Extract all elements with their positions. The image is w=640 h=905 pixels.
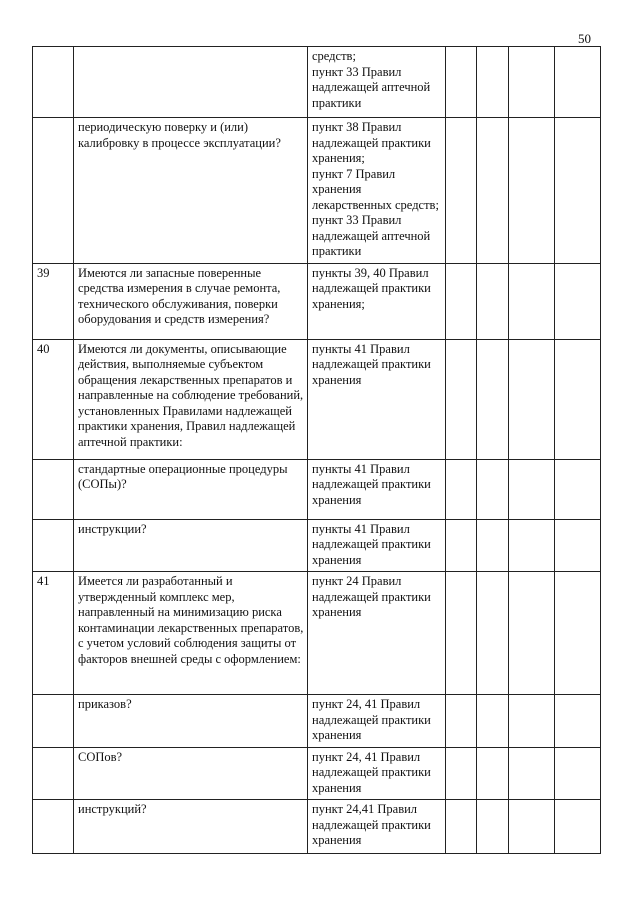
answer-cell[interactable] [509,695,555,748]
answer-cell[interactable] [477,118,509,264]
answer-cell[interactable] [555,263,601,339]
answer-cell[interactable] [446,47,477,118]
answer-cell[interactable] [555,800,601,854]
item-number [33,800,74,854]
item-number: 41 [33,572,74,695]
table-row [33,118,601,264]
table-row [33,47,601,118]
checklist-table [32,46,601,854]
reference-text: пункт 24 Правил надлежащей практики хранения [308,572,446,695]
answer-cell[interactable] [477,695,509,748]
question-text: Имеется ли разработанный и утвержденный комплекс мер, направленный на минимизацию риска контаминации лекарственных препаратов, с учетом условий соблюдения защиты от факторов внешней среды с оформлением: [74,572,308,695]
table-row [33,800,601,854]
answer-cell[interactable] [555,572,601,695]
question-text: Имеются ли документы, описывающие действия, выполняемые субъектом обращения лекарственных препаратов и направленные на соблюдение требований, установленных Правилами надлежащей практики хранения, Правил надлежащей аптечной практики: [74,339,308,459]
answer-cell[interactable] [477,519,509,572]
reference-text: пункты 41 Правил надлежащей практики хранения [308,459,446,519]
answer-cell[interactable] [477,572,509,695]
question-text: инструкции? [74,519,308,572]
table-row [33,339,601,459]
table-row [33,747,601,800]
item-number: 39 [33,263,74,339]
answer-cell[interactable] [446,118,477,264]
table-row [33,519,601,572]
reference-text: пункт 24,41 Правил надлежащей практики хранения [308,800,446,854]
question-text: инструкций? [74,800,308,854]
table-row [33,572,601,695]
question-text: приказов? [74,695,308,748]
question-text [74,47,308,118]
answer-cell[interactable] [509,339,555,459]
answer-cell[interactable] [477,800,509,854]
table-row [33,695,601,748]
table-row [33,263,601,339]
item-number [33,695,74,748]
question-text: стандартные операционные процедуры (СОПы)? [74,459,308,519]
answer-cell[interactable] [509,47,555,118]
answer-cell[interactable] [555,459,601,519]
answer-cell[interactable] [555,519,601,572]
answer-cell[interactable] [509,572,555,695]
table-row [33,459,601,519]
item-number: 40 [33,339,74,459]
answer-cell[interactable] [509,118,555,264]
answer-cell[interactable] [509,519,555,572]
answer-cell[interactable] [446,339,477,459]
question-text: Имеются ли запасные поверенные средства измерения в случае ремонта, технического обслуживания, поверки оборудования и средств измерения? [74,263,308,339]
answer-cell[interactable] [509,263,555,339]
answer-cell[interactable] [477,459,509,519]
answer-cell[interactable] [555,695,601,748]
item-number [33,47,74,118]
answer-cell[interactable] [446,572,477,695]
answer-cell[interactable] [477,263,509,339]
reference-text: пункт 24, 41 Правил надлежащей практики хранения [308,695,446,748]
answer-cell[interactable] [555,747,601,800]
question-text: СОПов? [74,747,308,800]
reference-text: пункты 41 Правил надлежащей практики хранения [308,339,446,459]
answer-cell[interactable] [555,339,601,459]
answer-cell[interactable] [477,47,509,118]
answer-cell[interactable] [446,459,477,519]
answer-cell[interactable] [509,747,555,800]
answer-cell[interactable] [555,47,601,118]
reference-text: пункты 39, 40 Правил надлежащей практики хранения; [308,263,446,339]
reference-text: пункт 24, 41 Правил надлежащей практики хранения [308,747,446,800]
answer-cell[interactable] [446,519,477,572]
answer-cell[interactable] [509,800,555,854]
item-number [33,519,74,572]
answer-cell[interactable] [555,118,601,264]
reference-text: пункт 38 Правил надлежащей практики хранения; пункт 7 Правил хранения лекарственных средств; пункт 33 Правил надлежащей аптечной практики [308,118,446,264]
item-number [33,459,74,519]
answer-cell[interactable] [446,747,477,800]
answer-cell[interactable] [477,339,509,459]
answer-cell[interactable] [477,747,509,800]
reference-text: пункты 41 Правил надлежащей практики хранения [308,519,446,572]
answer-cell[interactable] [446,695,477,748]
answer-cell[interactable] [509,459,555,519]
question-text: периодическую поверку и (или) калибровку в процессе эксплуатации? [74,118,308,264]
item-number [33,118,74,264]
item-number [33,747,74,800]
answer-cell[interactable] [446,800,477,854]
reference-text: средств; пункт 33 Правил надлежащей аптечной практики [308,47,446,118]
answer-cell[interactable] [446,263,477,339]
page-number: 50 [578,31,591,46]
